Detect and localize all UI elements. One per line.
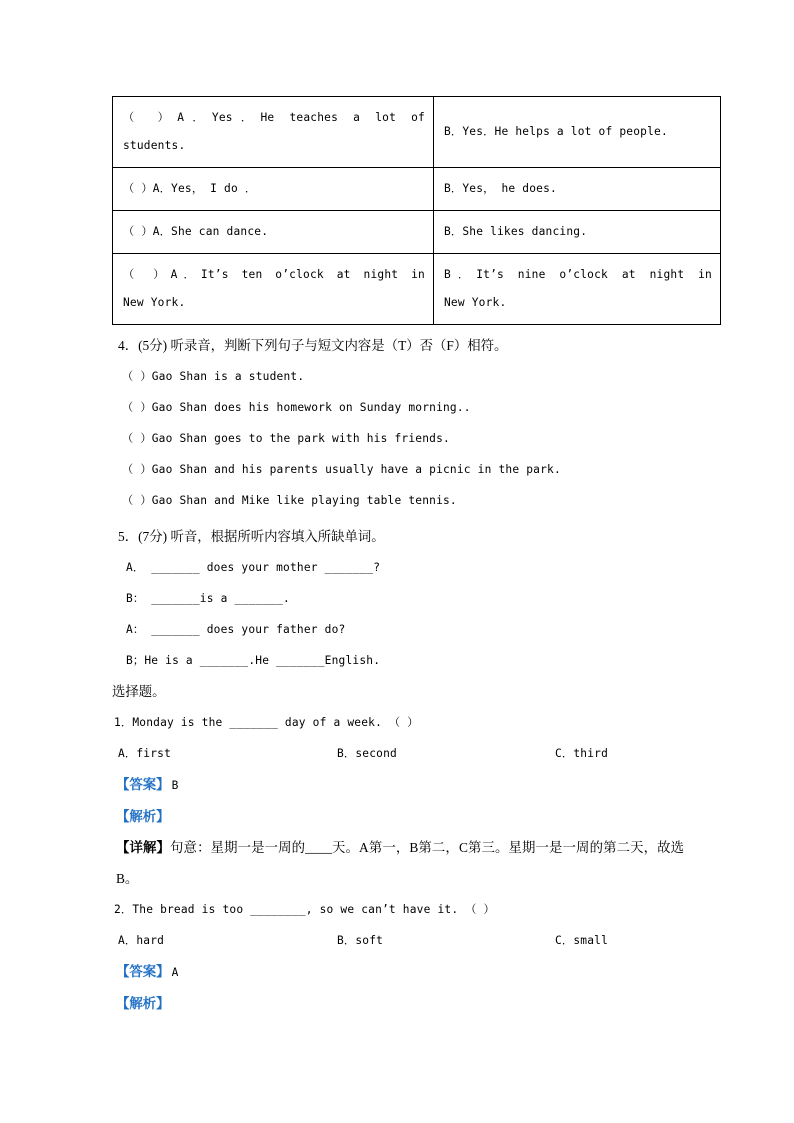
- question-1-answer: [112, 769, 682, 801]
- table-row: [113, 254, 721, 325]
- table-row: [113, 97, 721, 168]
- section-4-item: （ ）Gao Shan and Mike like playing table tennis.: [122, 494, 457, 507]
- section-4-item: （ ）Gao Shan and his parents usually have a picnic in the park.: [122, 463, 561, 476]
- section-4-item: （ ）Gao Shan does his homework on Sunday morning..: [122, 401, 471, 414]
- choice-section-heading: 选择题。: [112, 684, 166, 699]
- question-2-stem: 2．The bread is too ________, so we can’t have it. （ ）: [114, 903, 495, 916]
- question-2-option-a[interactable]: A．hard: [118, 934, 165, 947]
- answer-value: B: [171, 779, 179, 792]
- section-5-item: B；He is a _______.He _______English.: [126, 654, 381, 667]
- option-a-line-1: （ ）A．Yes．He teaches a lot of: [123, 111, 425, 124]
- section-5-item: B： _______is a _______.: [126, 592, 290, 605]
- table-cell-option-a: [113, 97, 434, 168]
- table-row: [113, 211, 721, 254]
- section-5-item: A： _______ does your father do?: [126, 623, 346, 636]
- listening-options-table: [112, 96, 721, 325]
- detail-marker: 【详解】: [116, 840, 171, 855]
- option-a-line-2: New York.: [123, 296, 186, 309]
- option-b-line-2: New York.: [444, 296, 507, 309]
- table-cell-option-a: [113, 211, 434, 254]
- answer-marker: 【答案】: [116, 777, 170, 792]
- detail-text: 句意：星期一是一周的____天。A第一，B第二，C第三。星期一是一周的第二天，故选B。: [116, 840, 685, 886]
- section-5-heading: 5．(7分) 听音，根据所听内容填入所缺单词。: [118, 529, 385, 544]
- table-cell-option-b: [434, 97, 721, 168]
- answer-marker: 【答案】: [116, 964, 170, 979]
- analysis-marker: 【解析】: [116, 809, 170, 824]
- analysis-marker: 【解析】: [116, 996, 170, 1011]
- question-2-option-c[interactable]: C．small: [555, 934, 609, 947]
- question-2-options: [112, 925, 682, 956]
- table-cell-option-b: [434, 168, 721, 211]
- question-2-option-b[interactable]: B．soft: [337, 934, 384, 947]
- option-b-line-1: B．Yes， he does.: [444, 182, 557, 195]
- section-5-item: A． _______ does your mother _______?: [126, 561, 381, 574]
- option-a-line-2: students.: [123, 139, 186, 152]
- table-row: [113, 168, 721, 211]
- section-4-item: （ ）Gao Shan goes to the park with his friends.: [122, 432, 450, 445]
- option-b-line-1: B．She likes dancing.: [444, 225, 588, 238]
- question-1-options: [112, 738, 682, 769]
- option-b-line-1: B．Yes．He helps a lot of people.: [444, 125, 668, 138]
- option-a-line-1: （ ）A．She can dance.: [123, 225, 269, 238]
- option-b-line-1: B．It’s nine o’clock at night in: [444, 268, 712, 281]
- question-2-analysis: [112, 988, 682, 1019]
- table-cell-option-b: [434, 254, 721, 325]
- page-content: [112, 96, 712, 1019]
- table-cell-option-b: [434, 211, 721, 254]
- question-1-detail: [112, 832, 684, 894]
- question-1-analysis: [112, 801, 682, 832]
- question-1-option-c[interactable]: C．third: [555, 747, 609, 760]
- question-2-answer: [112, 956, 682, 988]
- answer-value: A: [171, 966, 179, 979]
- option-a-line-1: （ ）A．It’s ten o’clock at night in: [123, 268, 425, 281]
- question-1-option-b[interactable]: B．second: [337, 747, 397, 760]
- option-a-line-1: （ ）A．Yes， I do ．: [123, 182, 257, 195]
- table-cell-option-a: [113, 168, 434, 211]
- section-4-item: （ ）Gao Shan is a student.: [122, 370, 305, 383]
- table-cell-option-a: [113, 254, 434, 325]
- section-4-heading: 4．(5分) 听录音，判断下列句子与短文内容是（T）否（F）相符。: [118, 338, 508, 353]
- question-1-option-a[interactable]: A．first: [118, 747, 172, 760]
- question-1-stem: 1．Monday is the _______ day of a week. （ ）: [114, 716, 419, 729]
